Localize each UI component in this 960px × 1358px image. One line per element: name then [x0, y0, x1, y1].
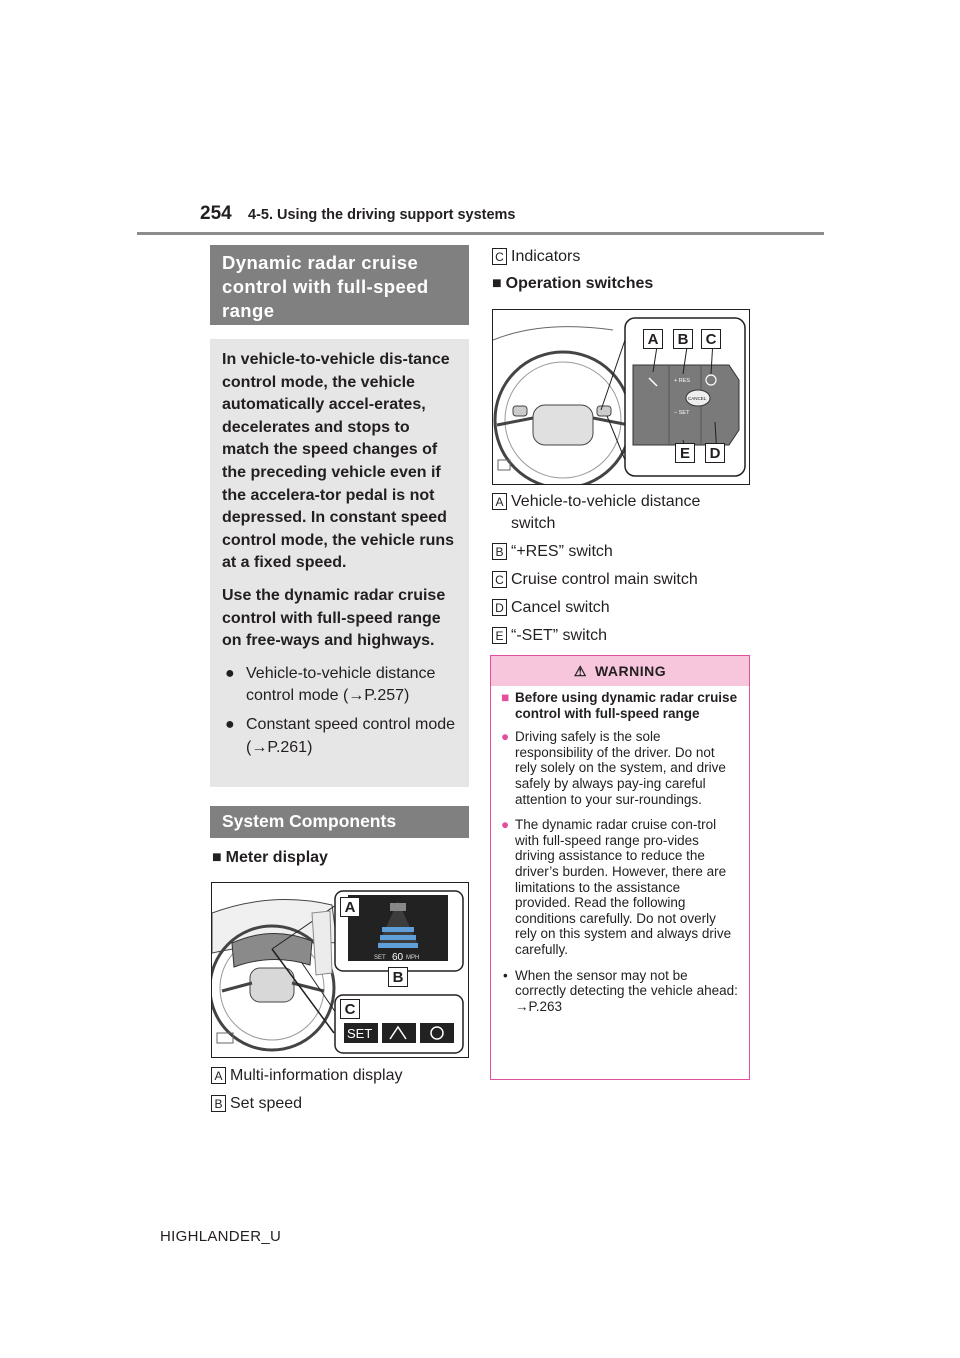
- section-title: 4-5. Using the driving support systems: [248, 207, 516, 223]
- meter-set-label: SET: [374, 955, 386, 961]
- legend-text: Vehicle-to-vehicle distance switch: [511, 493, 701, 532]
- legend-label-c: C: [492, 571, 507, 588]
- warning-sensor-item: [501, 968, 739, 1015]
- legend-text: “+RES” switch: [511, 543, 613, 560]
- square-bullet-icon: ■: [212, 849, 222, 866]
- meter-callout-a: A: [340, 897, 360, 917]
- legend-text: Multi-information display: [230, 1067, 403, 1084]
- main-title: Dynamic radar cruise control with full-speed range: [210, 245, 469, 325]
- warning-bullet-text: The dynamic radar cruise con-trol with full-speed range pro-vides driving assistance to reduce the driver’s burden. However, there are limitations to the assistance provided. Read the following conditions carefully. Do not overly rely on this system and always drive carefully.: [515, 817, 732, 957]
- switch-legend-e: [492, 625, 607, 647]
- legend-label-d: D: [492, 599, 507, 616]
- legend-label-c: C: [492, 248, 507, 265]
- header-rule: [137, 232, 824, 235]
- meter-display-heading: [212, 849, 328, 867]
- bullet-dot-icon: ●: [225, 664, 235, 682]
- mode-bullet-1: [222, 663, 457, 708]
- components-title: System Components: [210, 806, 469, 838]
- switch-legend-b: [492, 541, 613, 563]
- switch-legend-d: [492, 597, 610, 619]
- intro-box: [210, 339, 469, 787]
- page-number: 254: [200, 203, 232, 224]
- bullet-dot-icon: ●: [501, 729, 510, 745]
- small-bullet-icon: •: [503, 967, 508, 983]
- footer-model: HIGHLANDER_U: [160, 1228, 282, 1245]
- operation-switches-heading-text: Operation switches: [505, 275, 654, 292]
- switch-legend-a: [492, 491, 742, 535]
- mode-bullet-2: [222, 714, 457, 759]
- meter-speed-value: 60: [392, 952, 404, 963]
- indicator-legend-c: [492, 246, 580, 268]
- mode-bullet-text: Constant speed control mode (→P.261): [246, 715, 456, 756]
- switch-callout-c: C: [701, 329, 721, 349]
- set-indicator-text: SET: [347, 1026, 373, 1041]
- switch-callout-a: A: [643, 329, 663, 349]
- legend-text: Cancel switch: [511, 599, 610, 616]
- operation-switches-heading: [492, 275, 653, 293]
- meter-callout-b: B: [388, 967, 408, 987]
- set-text: − SET: [674, 410, 690, 416]
- bullet-dot-icon: ●: [501, 817, 510, 833]
- res-text: + RES: [674, 378, 691, 384]
- cancel-text: CANCEL: [688, 396, 707, 401]
- warning-heading: WARNING: [594, 663, 667, 679]
- meter-speed-unit: MPH: [406, 955, 420, 961]
- warning-subheading: [501, 690, 739, 721]
- meter-legend-a: [211, 1065, 403, 1087]
- warning-triangle-icon: ⚠: [573, 663, 587, 679]
- warning-bullet-text: Driving safely is the sole responsibility of the driver. Do not rely solely on the system, and drive safely by always pay-ing careful attention to your sur-roundings.: [515, 729, 726, 807]
- meter-legend-b: [211, 1093, 302, 1115]
- switch-callout-e: E: [675, 443, 695, 463]
- legend-label-a: A: [492, 493, 507, 510]
- warning-subheading-text: Before using dynamic radar cruise control with full-speed range: [515, 690, 738, 721]
- warning-box: [490, 655, 750, 1080]
- square-bullet-icon: ■: [501, 690, 510, 705]
- legend-label-b: B: [492, 543, 507, 560]
- intro-paragraph-2: Use the dynamic radar cruise control with full-speed range on free-ways and highways.: [222, 586, 446, 650]
- warning-header: [491, 656, 749, 686]
- legend-text: Cruise control main switch: [511, 571, 698, 588]
- meter-display-heading-text: Meter display: [225, 849, 328, 866]
- legend-text: Set speed: [230, 1095, 303, 1112]
- legend-label-a: A: [211, 1067, 226, 1084]
- switches-image: [492, 309, 750, 485]
- bullet-dot-icon: ●: [225, 715, 235, 733]
- legend-label-e: E: [492, 627, 507, 644]
- legend-text: Indicators: [511, 248, 581, 265]
- legend-label-b: B: [211, 1095, 226, 1112]
- switch-callout-d: D: [705, 443, 725, 463]
- warning-bullet-1: [501, 729, 739, 807]
- meter-display-image: [211, 882, 469, 1058]
- switch-callout-b: B: [673, 329, 693, 349]
- intro-paragraph-1: In vehicle-to-vehicle dis-tance control mode, the vehicle automatically accel-erates, decelerates and stops to match the speed changes of the preceding vehicle even if the accelera-tor pedal is not depressed. In constant speed control mode, the vehicle runs at a fixed speed.: [222, 351, 455, 572]
- warning-bullet-2: [501, 817, 739, 957]
- switch-legend-c: [492, 569, 698, 591]
- warning-sensor-text: When the sensor may not be correctly detecting the vehicle ahead: →P.263: [515, 967, 738, 1014]
- square-bullet-icon: ■: [492, 275, 502, 292]
- meter-callout-c: C: [340, 999, 360, 1019]
- mode-bullet-text: Vehicle-to-vehicle distance control mode (→P.257): [246, 664, 436, 705]
- legend-text: “-SET” switch: [511, 627, 607, 644]
